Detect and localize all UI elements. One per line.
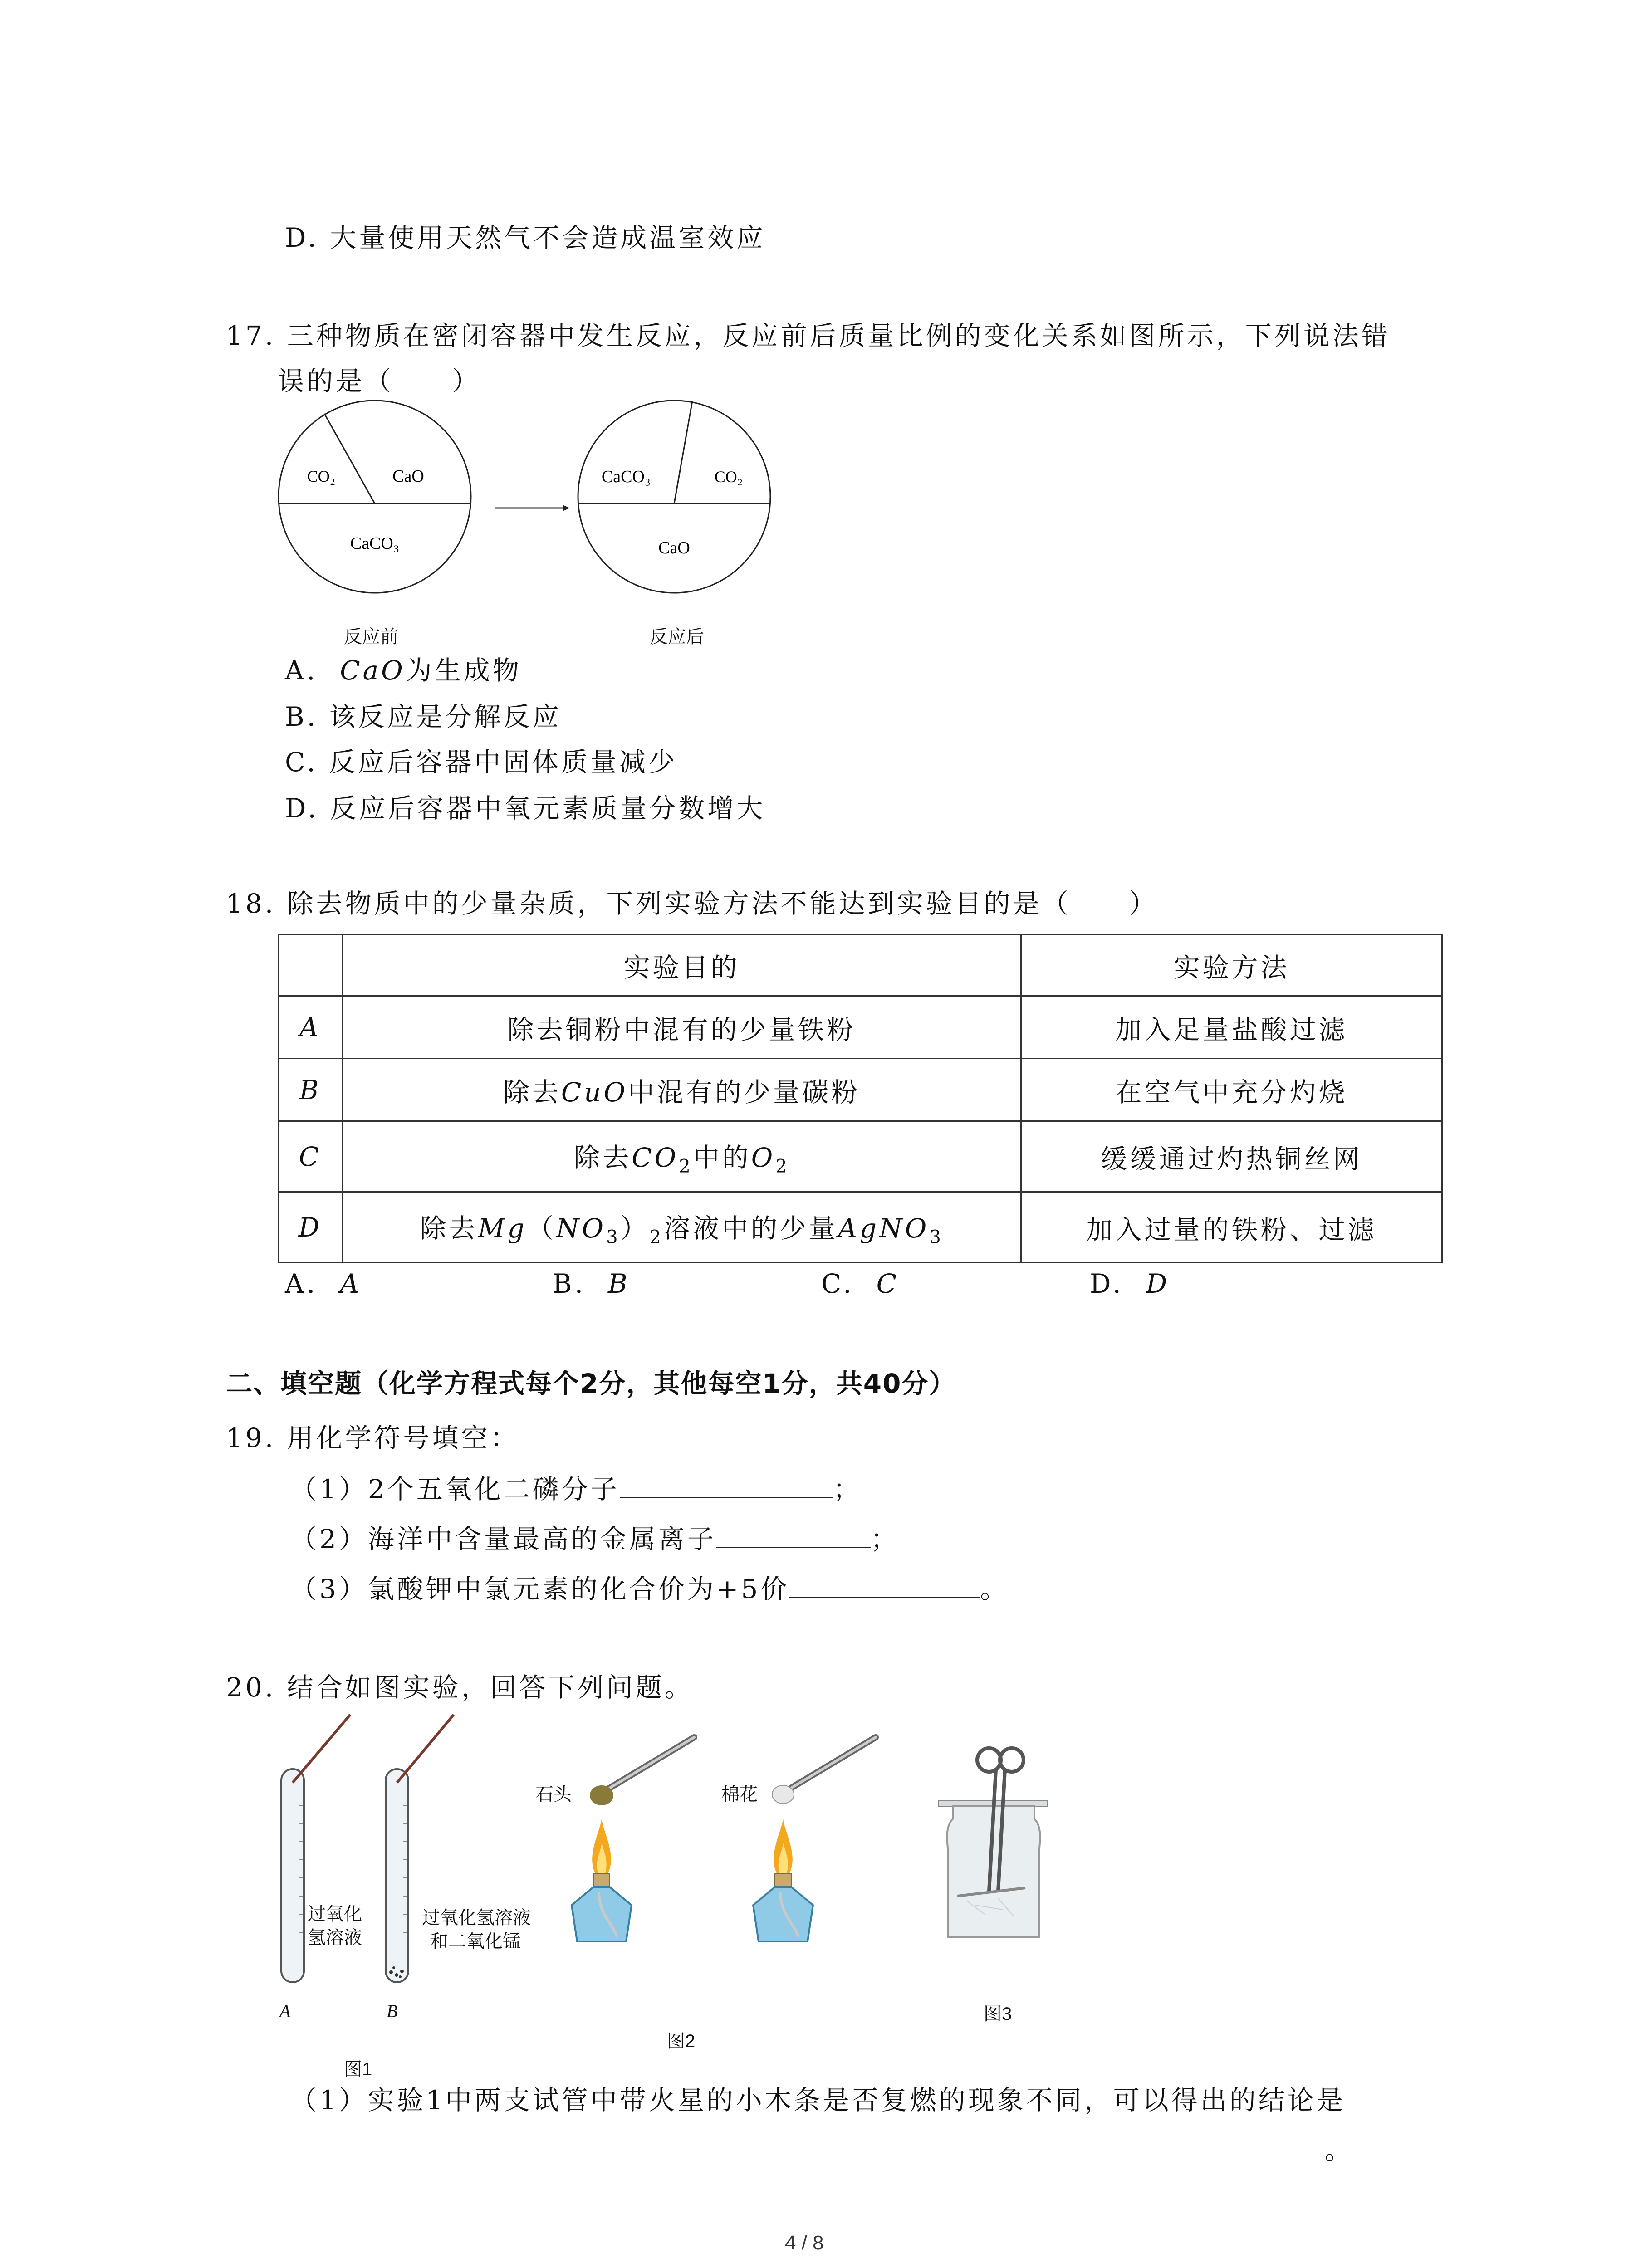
pie-after bbox=[578, 401, 770, 593]
q18-stem: 18. 除去物质中的少量杂质，下列实验方法不能达到实验目的是（ ） bbox=[226, 888, 1158, 919]
q17-stem-line2: 误的是（ ） bbox=[278, 366, 481, 396]
q16-option-d: D. 大量使用天然气不会造成温室效应 bbox=[285, 222, 766, 253]
q18-row-label: B bbox=[279, 1059, 343, 1121]
q19-blank-1[interactable] bbox=[620, 1470, 833, 1498]
pie-before-cao-label: CaO bbox=[392, 467, 424, 486]
q18-row-method: 加入足量盐酸过滤 bbox=[1021, 996, 1442, 1059]
q19-item1: （1）2个五氧化二磷分子 ； bbox=[290, 1470, 862, 1507]
page-number: 4 / 8 bbox=[785, 2232, 824, 2254]
q19-item2: （2）海洋中含量最高的金属离子 ； bbox=[290, 1520, 900, 1557]
q19-item3: （3）氯酸钾中氯元素的化合价为+5价 。 bbox=[290, 1569, 1009, 1607]
fig2-stone-label: 石头 bbox=[535, 1784, 572, 1804]
q18-option-b: B. B bbox=[553, 1268, 630, 1299]
q18-row-method: 缓缓通过灼热铜丝网 bbox=[1021, 1121, 1442, 1192]
q17-option-a: A. CaO为生成物 bbox=[285, 655, 522, 686]
fig1-tube-b-label-line1: 过氧化氢溶液 bbox=[422, 1908, 531, 1928]
q18-row-purpose: 除去CuO中混有的少量碳粉 bbox=[343, 1059, 1021, 1121]
q18-header-blank bbox=[279, 934, 343, 996]
fig1-tube-a-label-line2: 氢溶液 bbox=[308, 1928, 362, 1948]
q18-row-label: A bbox=[279, 996, 343, 1059]
table-row bbox=[279, 1059, 1442, 1121]
fig1-tube-a-label-line1: 过氧化 bbox=[308, 1904, 362, 1924]
fig2-alcohol-lamps-illustration bbox=[544, 1724, 907, 1960]
pie-before bbox=[279, 401, 471, 593]
table-row bbox=[279, 1121, 1442, 1192]
q18-header-purpose: 实验目的 bbox=[343, 934, 1021, 996]
q17-option-c: C. 反应后容器中固体质量减少 bbox=[285, 747, 678, 777]
fig1-tube-a-letter: A bbox=[279, 2001, 291, 2021]
q17-option-b: B. 该反应是分解反应 bbox=[285, 701, 562, 732]
pie-after-co2-label: CO₂ bbox=[714, 468, 743, 486]
q18-table bbox=[278, 934, 1443, 1263]
q19-blank-2[interactable] bbox=[716, 1520, 871, 1548]
q18-row-method: 加入过量的铁粉、过滤 bbox=[1021, 1192, 1442, 1263]
q19-stem: 19. 用化学符号填空： bbox=[226, 1422, 519, 1453]
q20-item1: （1）实验1中两支试管中带火星的小木条是否复燃的现象不同，可以得出的结论是 bbox=[290, 2085, 1346, 2116]
fig2-cotton-label: 棉花 bbox=[721, 1784, 758, 1804]
fig3-caption: 图3 bbox=[984, 2004, 1012, 2024]
q18-option-d: D. D bbox=[1090, 1268, 1170, 1299]
q18-row-purpose: 除去$CO_2$中的$O_2$ bbox=[343, 1121, 1021, 1192]
pie-after-cao-label: CaO bbox=[658, 538, 690, 557]
fig1-tube-b-label-line2: 和二氧化锰 bbox=[430, 1931, 521, 1951]
fig1-test-tubes-illustration bbox=[272, 1706, 508, 2014]
fig1-caption: 图1 bbox=[344, 2059, 372, 2079]
fig1-tube-b-letter: B bbox=[387, 2001, 398, 2021]
q18-option-a: A. A bbox=[285, 1268, 362, 1299]
table-row bbox=[279, 1192, 1442, 1263]
table-row bbox=[279, 996, 1442, 1059]
q18-row-label: C bbox=[279, 1121, 343, 1192]
fig3-gas-jar-illustration bbox=[935, 1742, 1080, 1950]
q18-row-method: 在空气中充分灼烧 bbox=[1021, 1059, 1442, 1121]
q20-item1-end: 。 bbox=[1325, 2135, 1354, 2165]
q18-row-purpose: 除去$Mg(NO_3)_2$溶液中的少量AgNO$_3$ bbox=[343, 1192, 1021, 1263]
q17-option-d: D. 反应后容器中氧元素质量分数增大 bbox=[285, 793, 766, 824]
q18-row-purpose: 除去铜粉中混有的少量铁粉 bbox=[343, 996, 1021, 1059]
q18-header-method: 实验方法 bbox=[1021, 934, 1442, 996]
q20-stem: 20. 结合如图实验，回答下列问题。 bbox=[226, 1672, 694, 1703]
q18-option-c: C. C bbox=[821, 1268, 900, 1299]
q18-row-label: D bbox=[279, 1192, 343, 1263]
pie-after-caption: 反应后 bbox=[650, 627, 704, 647]
q17-stem-line1: 17. 三种物质在密闭容器中发生反应，反应前后质量比例的变化关系如图所示，下列说法错 bbox=[226, 320, 1391, 351]
pie-before-co2-label: CO₂ bbox=[307, 467, 336, 485]
fig2-caption: 图2 bbox=[667, 2031, 696, 2051]
q19-blank-3[interactable] bbox=[789, 1569, 980, 1598]
pie-before-caco3-label: CaCO₃ bbox=[350, 534, 400, 553]
pie-before-caption: 反应前 bbox=[344, 627, 398, 647]
pie-after-caco3-label: CaCO₃ bbox=[601, 467, 651, 486]
section-2-title: 二、填空题（化学方程式每个2分，其他每空1分，共40分） bbox=[226, 1368, 956, 1399]
